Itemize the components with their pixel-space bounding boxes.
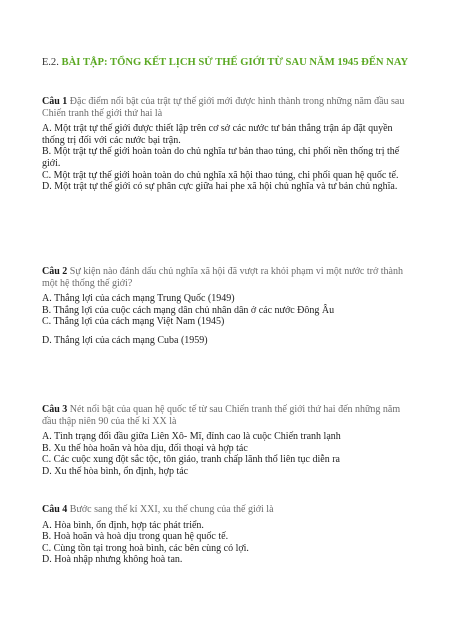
- question-text: Đặc điểm nổi bật của trật tự thế giới mới được hình thành trong những năm đầu sau Chiến tranh thế giới thứ hai là: [42, 96, 405, 119]
- question-3: [42, 404, 412, 478]
- option-c: C. Một trật tự thế giới hoàn toàn do chủ nghĩa xã hội thao túng, chi phối quan hệ quốc tế.: [42, 169, 399, 181]
- option-d: D. Xu thế hòa bình, ổn định, hợp tác: [42, 465, 189, 477]
- option-d: D. Hoà nhập nhưng không hoà tan.: [42, 554, 183, 566]
- question-2: [42, 266, 412, 347]
- question-stem: [42, 504, 412, 516]
- option-a: A. Tình trạng đối đầu giữa Liên Xô- Mĩ, đỉnh cao là cuộc Chiến tranh lạnh: [42, 431, 341, 443]
- question-stem: [42, 266, 412, 289]
- option-c: C. Cùng tồn tại trong hoà bình, các bên cùng có lợi.: [42, 542, 249, 554]
- option-a: A. Thắng lợi của cách mạng Trung Quốc (1949): [42, 293, 235, 305]
- option-a: A. Hòa bình, ổn định, hợp tác phát triển.: [42, 519, 204, 531]
- question-1: [42, 96, 412, 193]
- option-d: D. Thắng lợi của cách mạng Cuba (1959): [42, 334, 208, 346]
- question-number: Câu 3: [42, 404, 68, 415]
- option-c: C. Thắng lợi của cách mạng Việt Nam (1945): [42, 316, 225, 328]
- question-text: Bước sang thế kỉ XXI, xu thế chung của thế giới là: [69, 504, 274, 515]
- option-c: C. Các cuộc xung đột sắc tộc, tôn giáo, tranh chấp lãnh thổ liên tục diễn ra: [42, 454, 340, 466]
- exercise-title: [40, 56, 410, 71]
- option-d: D. Một trật tự thế giới có sự phân cực giữa hai phe xã hội chủ nghĩa và tư bản chủ nghĩa.: [42, 181, 398, 193]
- option-b: B. Xu thế hòa hoãn và hòa dịu, đối thoại và hợp tác: [42, 442, 248, 454]
- question-4: [42, 504, 412, 566]
- question-number: Câu 1: [42, 96, 68, 107]
- section-number: E.2.: [41, 57, 59, 68]
- question-text: Nét nổi bật của quan hệ quốc tế từ sau Chiến tranh thế giới thứ hai đến những năm đầu thập niên 90 của thế kỉ XX là: [42, 404, 401, 427]
- section-title: BÀI TẬP: TỔNG KẾT LỊCH SỬ THẾ GIỚI TỪ SAU NĂM 1945 ĐẾN NAY: [61, 57, 409, 68]
- question-stem: [42, 96, 412, 119]
- question-text: Sự kiện nào đánh dấu chủ nghĩa xã hội đã vượt ra khỏi phạm vi một nước trở thành một hệ thống thế giới?: [42, 266, 403, 289]
- option-b: B. Thắng lợi của cuộc cách mạng dân chủ nhân dân ở các nước Đông Âu: [42, 304, 335, 316]
- question-number: Câu 2: [42, 266, 68, 277]
- option-b: B. Hoà hoãn và hoà dịu trong quan hệ quốc tế.: [42, 531, 229, 543]
- option-a: A. Một trật tự thế giới được thiết lập trên cơ sở các nước tư bản thắng trận áp đặt quyền thống trị đối với các nước bại trận.: [42, 123, 393, 146]
- question-number: Câu 4: [42, 504, 68, 515]
- option-b: B. Một trật tự thế giới hoàn toàn do chủ nghĩa tư bản thao túng, chi phối nền thống trị thế giới.: [42, 146, 400, 169]
- question-stem: [42, 404, 412, 427]
